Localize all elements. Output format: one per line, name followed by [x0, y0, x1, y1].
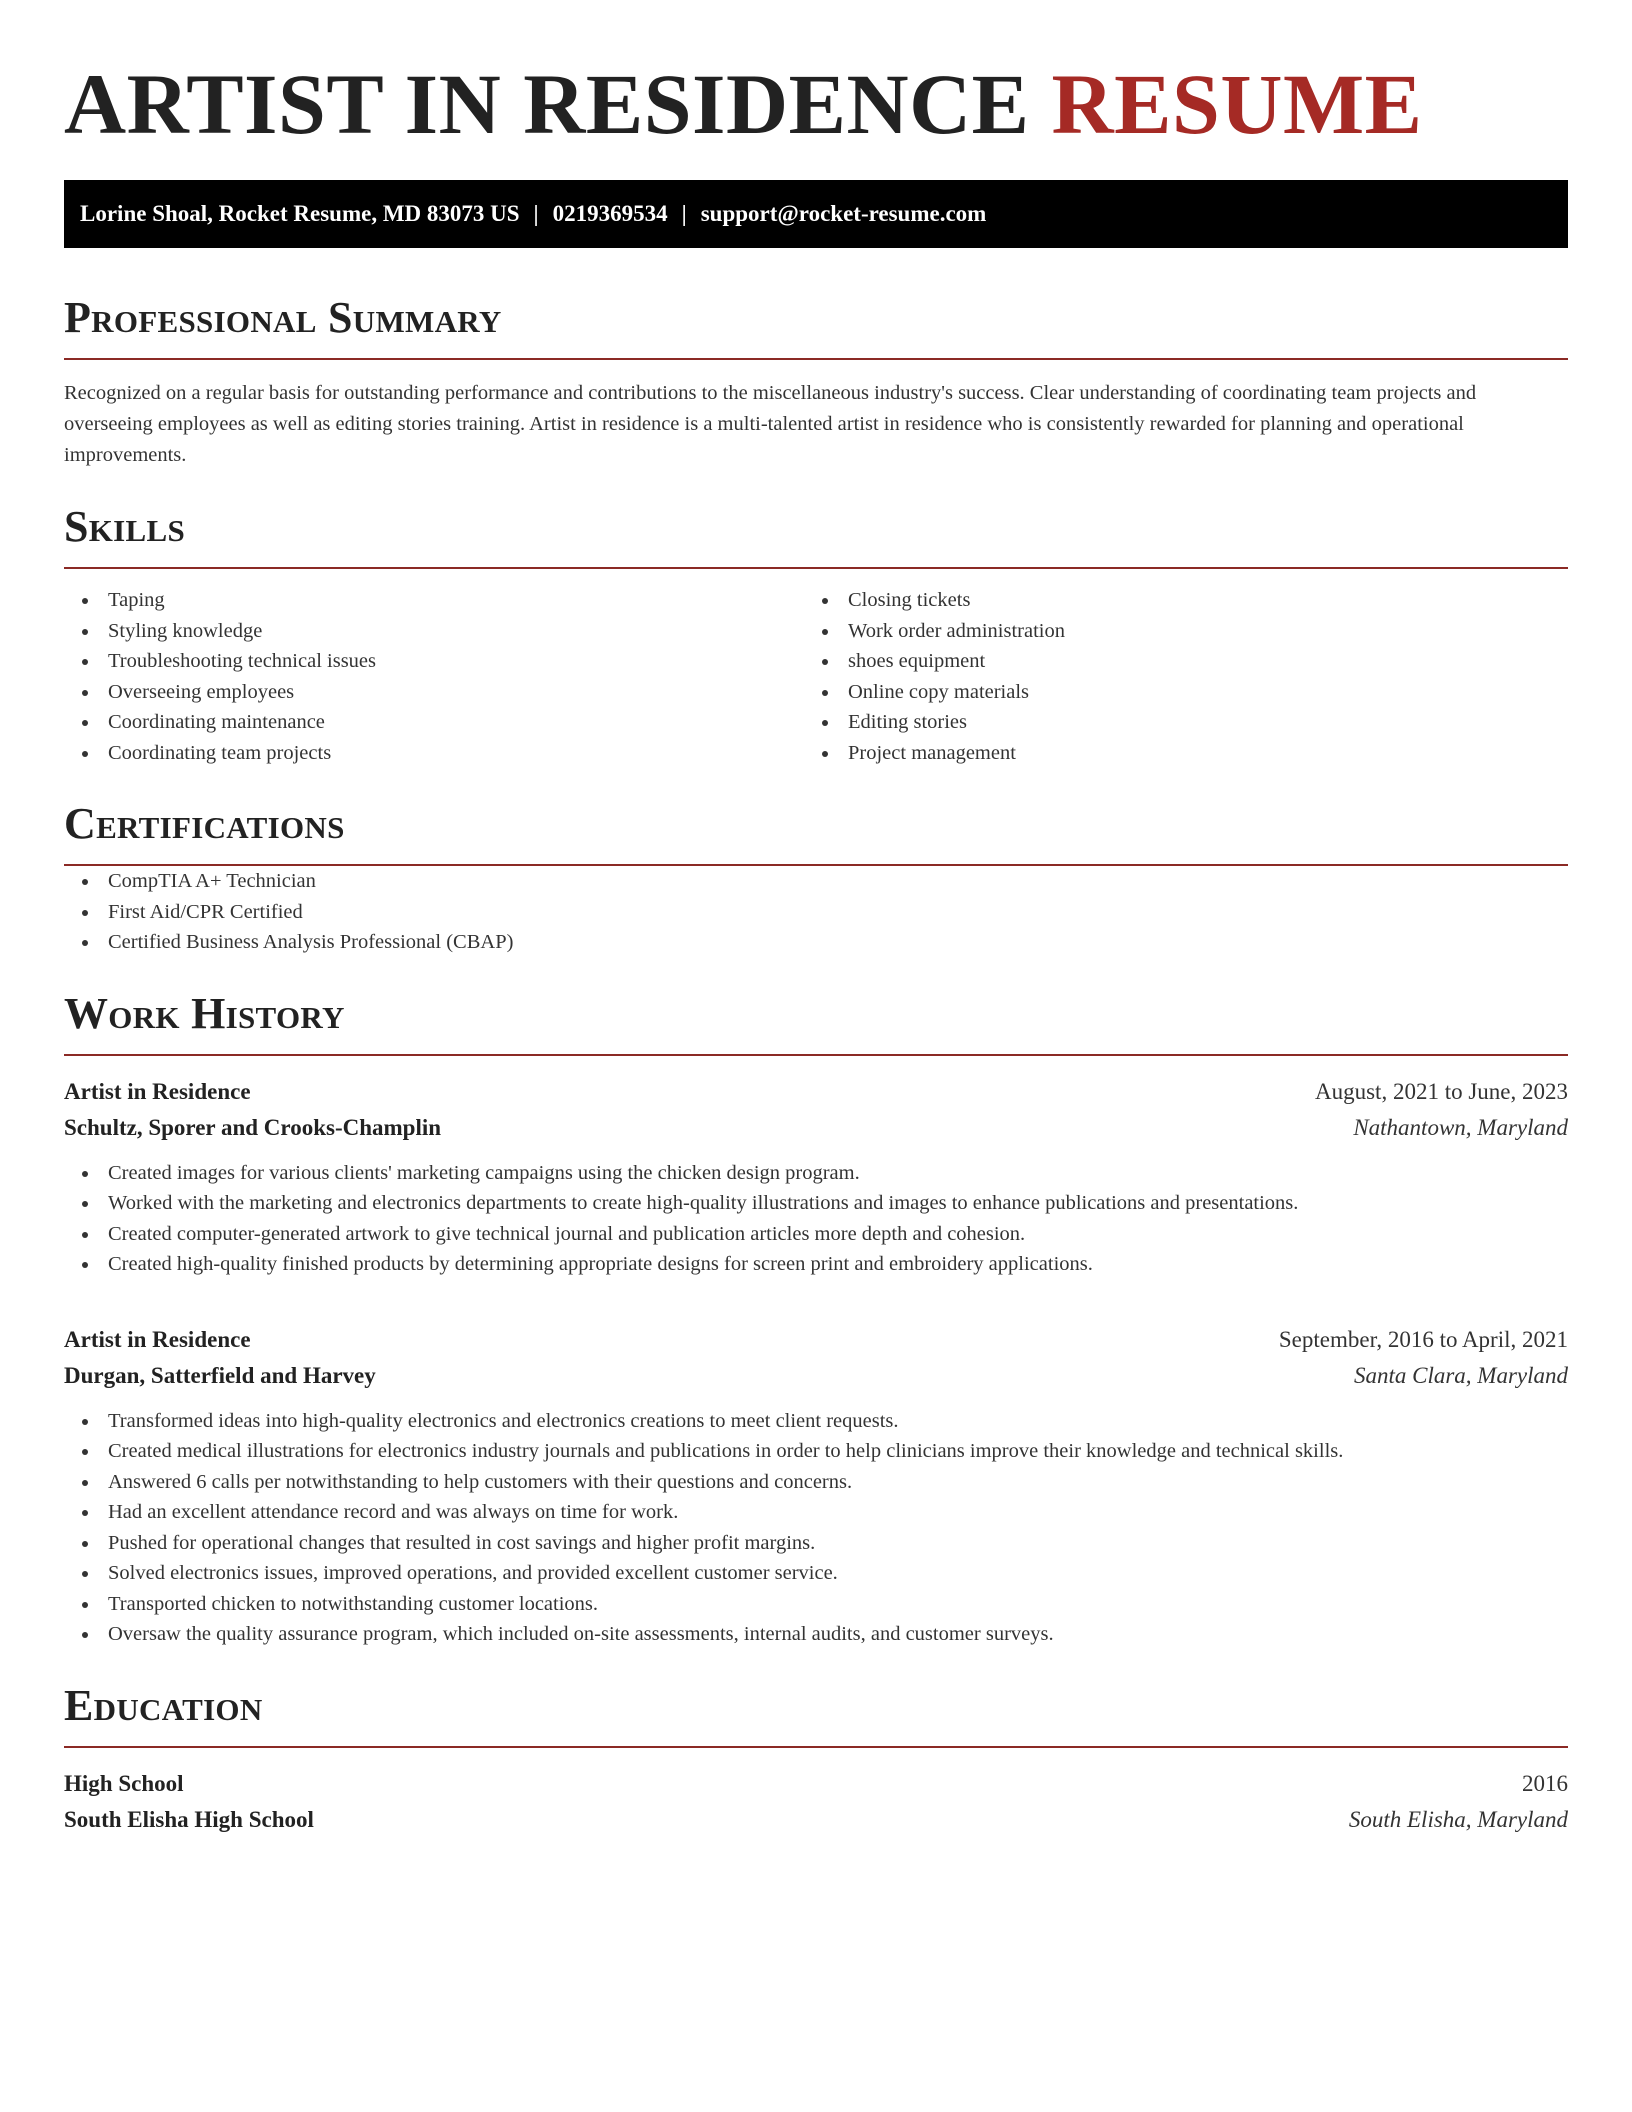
skills-heading: Skills — [64, 502, 186, 551]
job-bullet: Answered 6 calls per notwithstanding to help customers with their questions and concerns. — [64, 1467, 1568, 1498]
skill-item: Overseeing employees — [64, 677, 804, 708]
job-bullets — [64, 1406, 1568, 1650]
job-bullet: Pushed for operational changes that resulted in cost savings and higher profit margins. — [64, 1528, 1568, 1559]
job-bullet: Created medical illustrations for electronics industry journals and publications in order to help clinicians improve their knowledge and technical skills. — [64, 1436, 1568, 1467]
skill-item: Coordinating maintenance — [64, 707, 804, 738]
skill-item: Taping — [64, 585, 804, 616]
education-school-row — [64, 1802, 1568, 1838]
certification-item: First Aid/CPR Certified — [64, 897, 1568, 928]
certification-item: CompTIA A+ Technician — [64, 866, 1568, 897]
skill-item: Online copy materials — [804, 677, 1544, 708]
skill-item: Coordinating team projects — [64, 738, 804, 769]
job-bullet: Worked with the marketing and electronics departments to create high-quality illustrations and images to enhance publications and presentations. — [64, 1188, 1568, 1219]
job-bullet: Solved electronics issues, improved operations, and provided excellent customer service. — [64, 1558, 1568, 1589]
skills-section — [64, 501, 1568, 768]
contact-bar — [64, 180, 1568, 248]
job-title: Artist in Residence — [64, 1078, 251, 1104]
job-title-row — [64, 1074, 1568, 1110]
job-company: Schultz, Sporer and Crooks-Champlin — [64, 1114, 442, 1140]
skills-list-left — [64, 585, 804, 768]
skill-item: Work order administration — [804, 616, 1544, 647]
education-section — [64, 1680, 1568, 1838]
skill-item: Closing tickets — [804, 585, 1544, 616]
work-history-section — [64, 988, 1568, 1650]
skill-item: Project management — [804, 738, 1544, 769]
resume-title — [64, 58, 1568, 150]
job-bullet: Created high-quality finished products by determining appropriate designs for screen print and embroidery applications. — [64, 1249, 1568, 1280]
education-entry — [64, 1766, 1568, 1838]
contact-email: support@rocket-resume.com — [700, 201, 987, 226]
summary-text: Recognized on a regular basis for outstanding performance and contributions to the miscellaneous industry's success. Clear understanding of coordinating team projects and overseeing employees as well as editing stories training. Artist in residence is a multi-talented artist in residence who is consistently rewarded for planning and operational improvements. — [64, 382, 1477, 466]
education-heading: Education — [64, 1680, 263, 1730]
job-bullet: Transformed ideas into high-quality electronics and electronics creations to meet client requests. — [64, 1406, 1568, 1437]
job-bullet: Created computer-generated artwork to give technical journal and publication articles more depth and cohesion. — [64, 1219, 1568, 1250]
skills-list-right — [804, 585, 1544, 768]
job-bullet: Oversaw the quality assurance program, which included on-site assessments, internal audits, and customer surveys. — [64, 1619, 1568, 1650]
contact-address: Lorine Shoal, Rocket Resume, MD 83073 US — [80, 201, 520, 226]
job-entry — [64, 1322, 1568, 1650]
job-company-row — [64, 1358, 1568, 1394]
skill-item: Styling knowledge — [64, 616, 804, 647]
job-bullet: Created images for various clients' marketing campaigns using the chicken design program. — [64, 1158, 1568, 1189]
title-accent: RESUME — [1051, 56, 1423, 152]
job-title-row — [64, 1322, 1568, 1358]
section-divider — [64, 1054, 1568, 1056]
skill-item: Editing stories — [804, 707, 1544, 738]
education-degree-row — [64, 1766, 1568, 1802]
education-year: 2016 — [1522, 1770, 1568, 1796]
job-bullet: Had an excellent attendance record and was always on time for work. — [64, 1497, 1568, 1528]
summary-heading: Professional Summary — [64, 293, 502, 342]
job-title: Artist in Residence — [64, 1326, 251, 1352]
job-dates: September, 2016 to April, 2021 — [1278, 1326, 1568, 1352]
contact-separator: | — [533, 201, 539, 226]
job-entry — [64, 1074, 1568, 1280]
section-divider — [64, 567, 1568, 569]
contact-phone: 0219369534 — [552, 201, 668, 226]
education-degree: High School — [64, 1770, 184, 1796]
skill-item: Troubleshooting technical issues — [64, 646, 804, 677]
summary-section — [64, 292, 1568, 471]
job-dates: August, 2021 to June, 2023 — [1315, 1078, 1568, 1104]
certifications-list — [64, 866, 1568, 958]
education-location: South Elisha, Maryland — [1348, 1806, 1568, 1832]
section-divider — [64, 358, 1568, 360]
job-location: Santa Clara, Maryland — [1353, 1362, 1568, 1388]
job-location: Nathantown, Maryland — [1353, 1114, 1568, 1140]
certifications-section — [64, 798, 1568, 958]
title-main: ARTIST IN RESIDENCE — [64, 56, 1030, 152]
contact-separator: | — [681, 201, 687, 226]
job-company: Durgan, Satterfield and Harvey — [64, 1362, 376, 1388]
work-history-heading: Work History — [64, 988, 345, 1038]
certification-item: Certified Business Analysis Professional (CBAP) — [64, 927, 1568, 958]
skills-grid — [64, 585, 1568, 768]
education-school: South Elisha High School — [64, 1806, 314, 1832]
skill-item: shoes equipment — [804, 646, 1544, 677]
section-divider — [64, 1746, 1568, 1748]
job-bullets — [64, 1158, 1568, 1280]
certifications-heading: Certifications — [64, 799, 345, 848]
job-bullet: Transported chicken to notwithstanding customer locations. — [64, 1589, 1568, 1620]
job-company-row — [64, 1110, 1568, 1146]
